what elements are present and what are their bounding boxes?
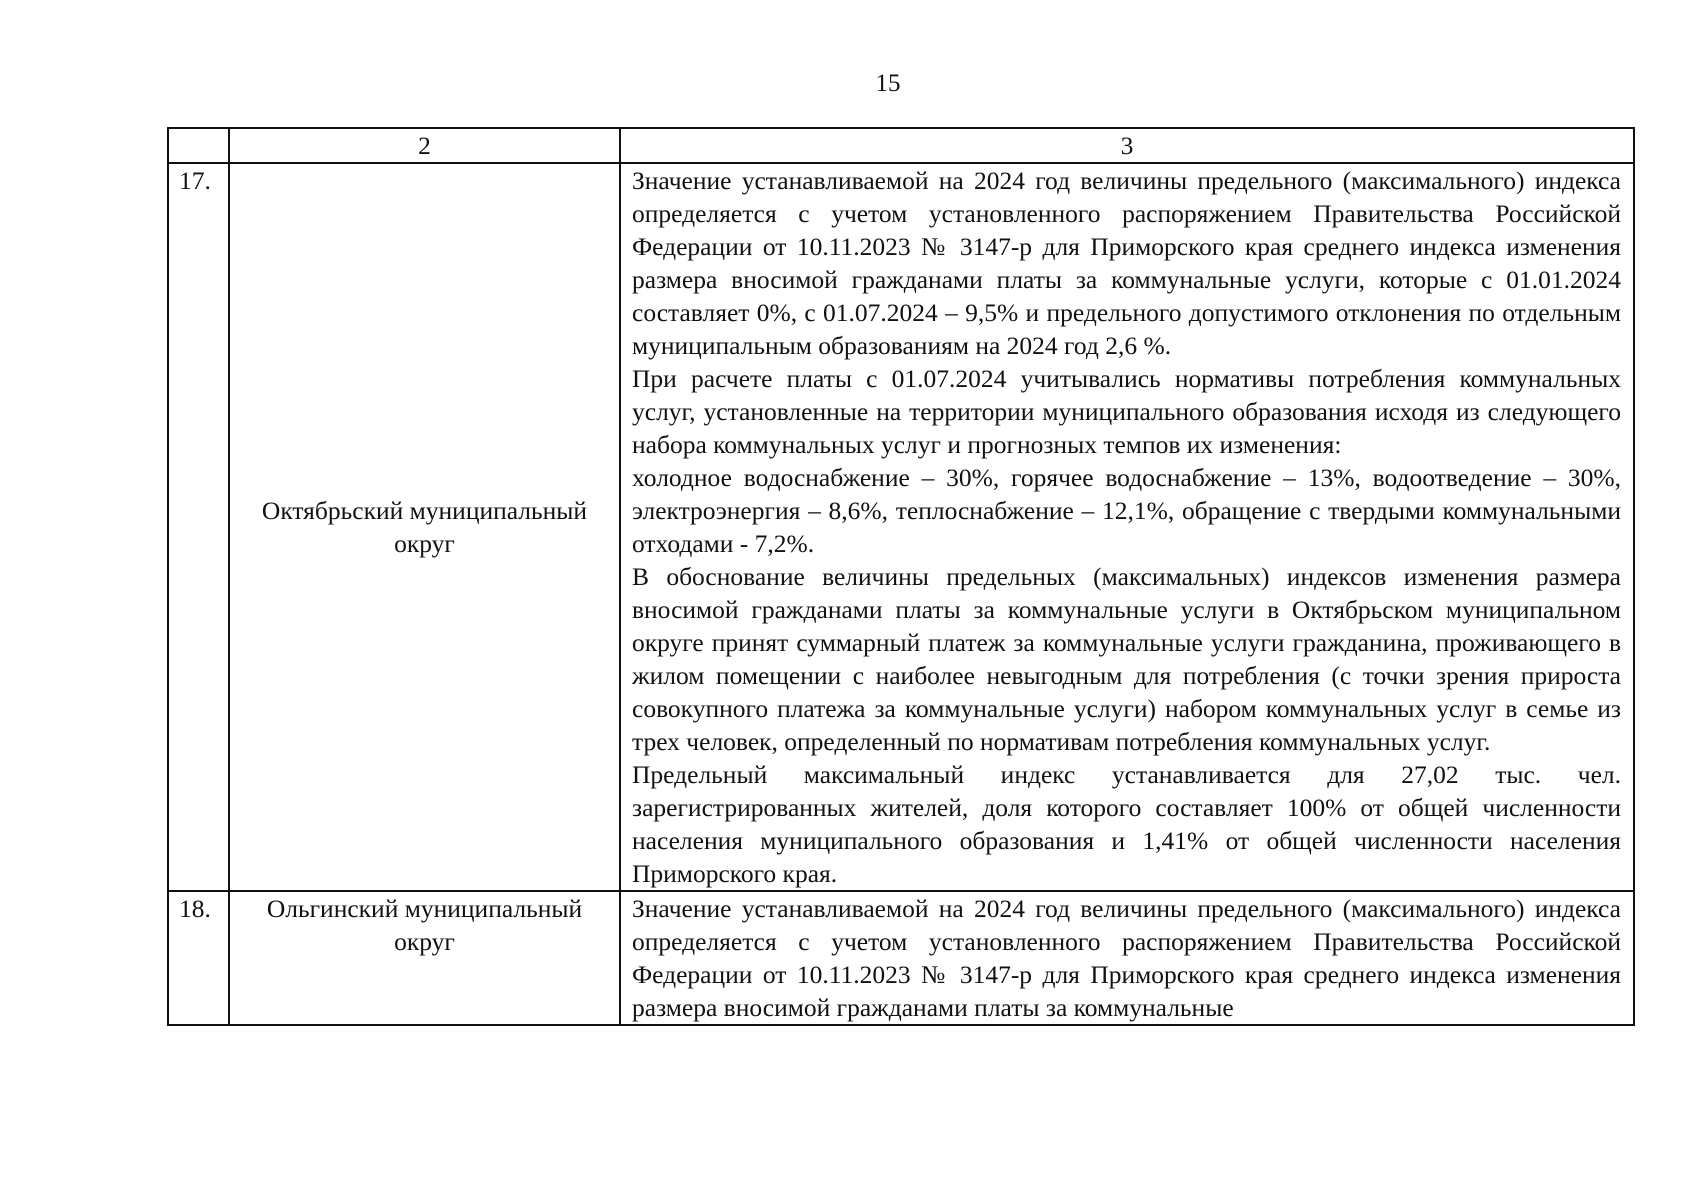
row-number: 17. bbox=[168, 163, 229, 891]
description-cell bbox=[620, 163, 1634, 891]
header-cell-description: 3 bbox=[620, 128, 1634, 163]
paragraph: В обоснование величины предельных (максимальных) индексов изменения размера вносимой гражданами платы за коммунальные услуги в Октябрьском муниципальном округе принят суммарный платеж за коммунальные услуги гражданина, проживающего в жилом помещении с наиболее невыгодным для потребления (с точки зрения прироста совокупного платежа за коммунальные услуги) набором коммунальных услуг в семье из трех человек, определенный по нормативам потребления коммунальных услуг. bbox=[632, 562, 1621, 756]
header-cell-name: 2 bbox=[229, 128, 620, 163]
paragraph: Значение устанавливаемой на 2024 год величины предельного (максимального) индекса определяется с учетом установленного распоряжением Правительства Российской Федерации от 10.11.2023 № 3147-р для Приморского края среднего индекса изменения размера вносимой гражданами платы за коммунальные услуги, которые с 01.01.2024 составляет 0%, с 01.07.2024 – 9,5% и предельного допустимого отклонения по отдельным муниципальным образованиям на 2024 год 2,6 %. bbox=[632, 166, 1621, 360]
document-table bbox=[167, 127, 1635, 1026]
table-header-row bbox=[168, 128, 1634, 163]
paragraph: Предельный максимальный индекс устанавливается для 27,02 тыс. чел. зарегистрированных жителей, доля которого составляет 100% от общей численности населения муниципального образования и 1,41% от общей численности населения Приморского края. bbox=[632, 760, 1621, 888]
table-row bbox=[168, 891, 1634, 1025]
municipality-name: Ольгинский муниципальный округ bbox=[229, 891, 620, 1025]
header-cell-number bbox=[168, 128, 229, 163]
paragraph: При расчете платы с 01.07.2024 учитывались нормативы потребления коммунальных услуг, установленные на территории муниципального образования исходя из следующего набора коммунальных услуг и прогнозных темпов их изменения: bbox=[632, 364, 1621, 459]
table-row bbox=[168, 163, 1634, 891]
paragraph: Значение устанавливаемой на 2024 год величины предельного (максимального) индекса определяется с учетом установленного распоряжением Правительства Российской Федерации от 10.11.2023 № 3147-р для Приморского края среднего индекса изменения размера вносимой гражданами платы за коммунальные bbox=[632, 894, 1621, 1022]
row-number: 18. bbox=[168, 891, 229, 1025]
page-number: 15 bbox=[875, 70, 901, 97]
description-cell bbox=[620, 891, 1634, 1025]
municipality-name: Октябрьский муниципальный округ bbox=[229, 163, 620, 891]
paragraph: холодное водоснабжение – 30%, горячее водоснабжение – 13%, водоотведение – 30%, электроэнергия – 8,6%, теплоснабжение – 12,1%, обращение с твердыми коммунальными отходами - 7,2%. bbox=[632, 463, 1621, 558]
